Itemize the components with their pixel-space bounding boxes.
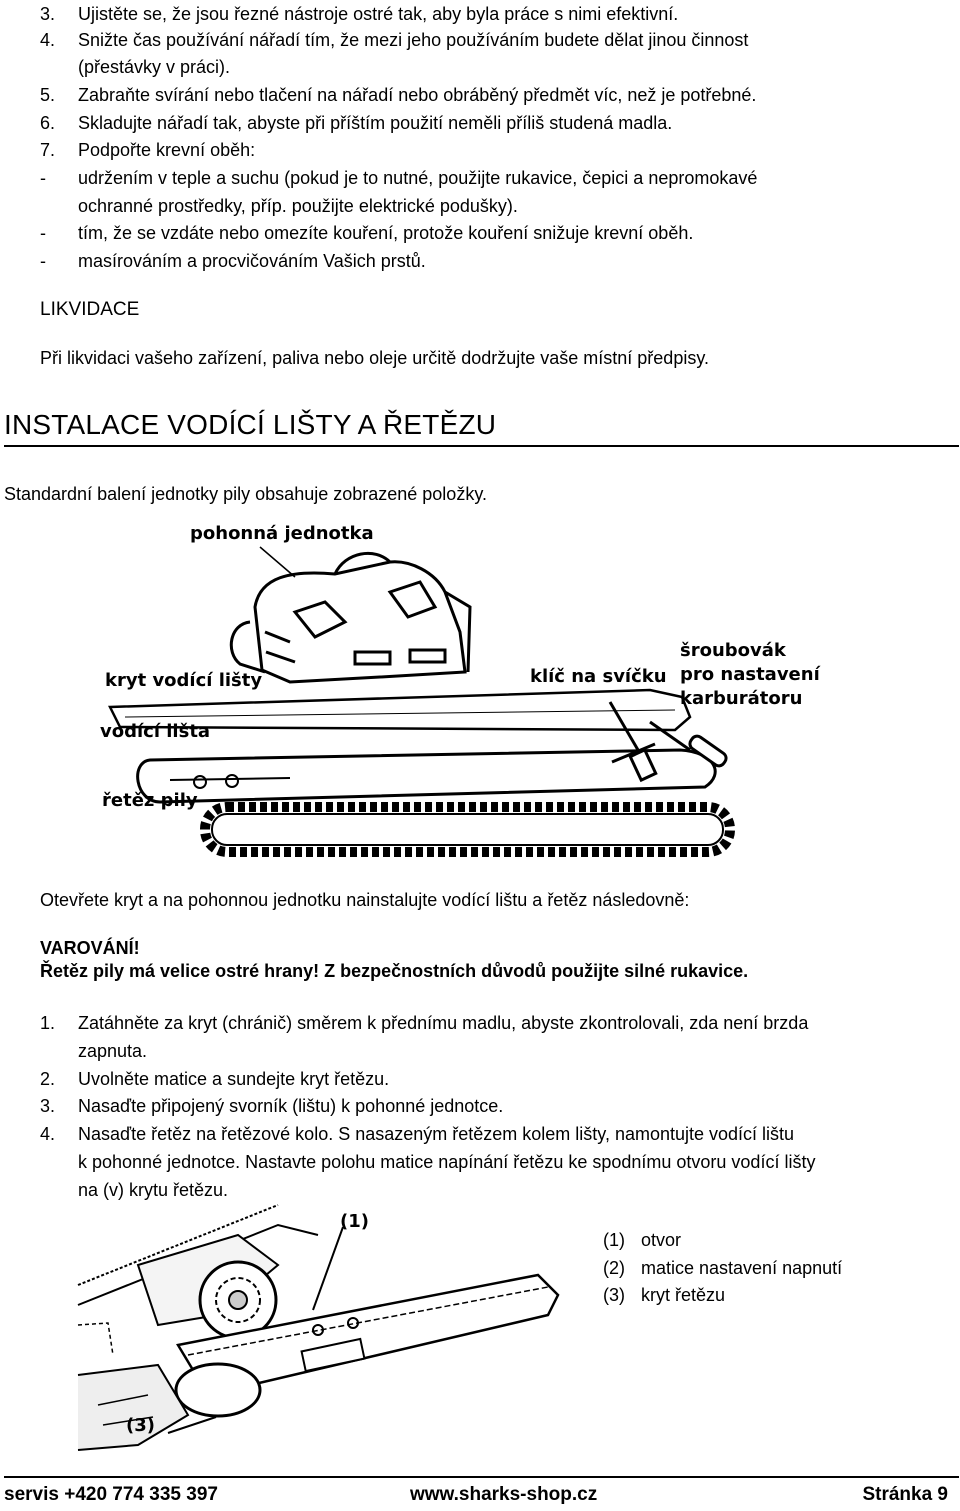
step-text: zapnuta. — [78, 1041, 148, 1061]
list-number: - — [40, 168, 46, 188]
list-number: 6. — [40, 113, 56, 133]
legend-number: (3) — [603, 1285, 625, 1305]
legend-text: otvor — [641, 1230, 682, 1250]
list-text: udržením v teple a suchu (pokud je to nutné, použijte rukavice, čepici a nepromokavé — [78, 168, 758, 188]
list-text: (přestávky v práci). — [78, 57, 231, 77]
step-number: 2. — [40, 1069, 56, 1089]
legend-number: (1) — [603, 1230, 625, 1250]
install-instruction: Otevřete kryt a na pohonnou jednotku nainstalujte vodící lištu a řetěz následovně: — [40, 890, 690, 910]
warning-title: VAROVÁNÍ! — [40, 938, 140, 958]
install-intro: Standardní balení jednotky pily obsahuje zobrazené položky. — [4, 484, 487, 504]
step-text: Uvolněte matice a sundejte kryt řetězu. — [78, 1069, 390, 1089]
page-number: Stránka 9 — [862, 1484, 948, 1505]
disposal-text: Při likvidaci vašeho zařízení, paliva nebo oleje určitě dodržujte vaše místní předpisy. — [40, 348, 709, 368]
legend-number: (2) — [603, 1258, 625, 1278]
list-number: - — [40, 223, 46, 243]
chainsaw-sprocket-illustration — [78, 1205, 558, 1450]
list-text: Skladujte nářadí tak, abyste při příštím použití neměli příliš studená madla. — [78, 113, 673, 133]
list-text: ochranné prostředky, příp. použijte elektrické podušky). — [78, 196, 518, 216]
footer-divider — [4, 1476, 959, 1478]
list-text: masírováním a procvičováním Vašich prstů. — [78, 251, 426, 271]
legend-text: matice nastavení napnutí — [641, 1258, 843, 1278]
step-text: k pohonné jednotce. Nastavte polohu matice napínání řetězu ke spodnímu otvoru vodící lišty — [78, 1152, 816, 1172]
list-text: Zabraňte svírání nebo tlačení na nářadí nebo obráběný předmět víc, než je potřebné. — [78, 85, 757, 105]
list-text: Snižte čas používání nářadí tím, že mezi jeho používáním budete dělat jinou činnost — [78, 30, 749, 50]
list-text: Podpořte krevní oběh: — [78, 140, 256, 160]
section-divider — [4, 445, 959, 447]
step-text: Zatáhněte za kryt (chránič) směrem k přednímu madlu, abyste zkontrolovali, zda není brzda — [78, 1013, 809, 1033]
label-power-unit: pohonná jednotka — [190, 523, 374, 544]
label-screwdriver-line3: karburátoru — [680, 688, 803, 709]
label-guide-bar: vodící lišta — [100, 721, 211, 742]
warning-text: Řetěz pily má velice ostré hrany! Z bezpečnostních důvodů použijte silné rukavice. — [40, 961, 749, 981]
label-chain: řetěz pily — [102, 790, 198, 811]
chain-install-figure — [78, 1205, 568, 1460]
list-text: Ujistěte se, že jsou řezné nástroje ostré tak, aby byla práce s nimi efektivní. — [78, 4, 679, 24]
list-text: tím, že se vzdáte nebo omezíte kouření, protože kouření snižuje krevní oběh. — [78, 223, 694, 243]
package-contents-figure — [90, 512, 820, 872]
section-title: INSTALACE VODÍCÍ LIŠTY A ŘETĚZU — [4, 409, 497, 440]
label-screwdriver-line1: šroubovák — [680, 640, 786, 661]
step-text: Nasaďte řetěz na řetězové kolo. S nasazeným řetězem kolem lišty, namontujte vodící lištu — [78, 1124, 795, 1144]
label-bar-cover: kryt vodící lišty — [105, 670, 263, 691]
step-text: Nasaďte připojený svorník (lištu) k pohonné jednotce. — [78, 1096, 504, 1116]
list-number: 4. — [40, 30, 56, 50]
list-number: - — [40, 251, 46, 271]
callout-3: (3) — [126, 1415, 155, 1436]
saw-chain-illustration — [205, 807, 730, 852]
step-number: 4. — [40, 1124, 56, 1144]
power-unit-illustration — [231, 553, 470, 682]
list-number: 3. — [40, 4, 56, 24]
guide-bar-illustration — [138, 750, 716, 802]
footer-website[interactable]: www.sharks-shop.cz — [410, 1484, 598, 1505]
step-text: na (v) krytu řetězu. — [78, 1180, 229, 1200]
step-number: 1. — [40, 1013, 56, 1033]
step-number: 3. — [40, 1096, 56, 1116]
label-plug-wrench: klíč na svíčku — [530, 666, 667, 687]
callout-1: (1) — [340, 1211, 369, 1232]
list-number: 5. — [40, 85, 56, 105]
footer-phone: servis +420 774 335 397 — [4, 1484, 218, 1505]
label-screwdriver-line2: pro nastavení — [680, 664, 820, 685]
list-number: 7. — [40, 140, 56, 160]
legend-text: kryt řetězu — [641, 1285, 726, 1305]
disposal-heading: LIKVIDACE — [40, 299, 140, 320]
